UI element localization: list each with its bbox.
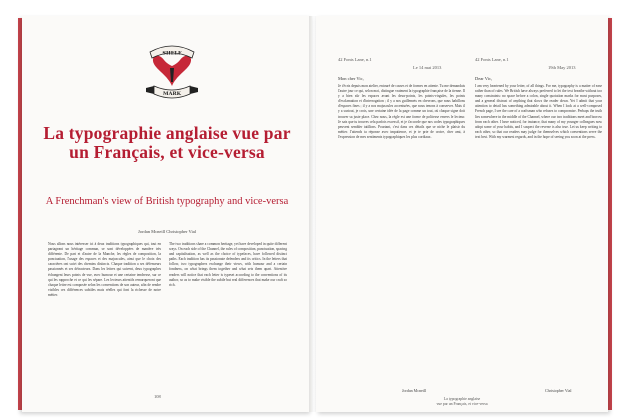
running-caption [316,397,608,407]
letter2-signature: Christopher Vial [545,388,572,393]
intro-text-english: The two traditions share a common heritage, yet have developed in quite different ways. On each side of the Channel, the rules of composition, punctuation, spacing and capitalisation, as well as the choice of typefaces, have followed distinct paths. Each tradition has its passionate defenders and its critics. In the letters that follow, two typographers exchange their views, with humour and a certain fondness, on what brings them together and what sets them apart. Attentive readers will notice that each letter is typeset according to the conventions of its author, so as to make visible the subtle but real differences that make our craft so rich. [169,242,287,287]
letter2-salutation: Dear Vic, [475,76,493,81]
letter1-date: Le 14 mai 2013 [413,65,442,70]
magazine-spread [22,16,608,412]
right-page [316,16,608,412]
letter2-address: 42 Fonts Lane, n.1 [475,57,509,62]
letter1-body: Je t'écris depuis mon atelier, entouré de casses et de formes en attente. Tu me demandais l'autre jour ce qui, selon moi, distingue vraiment la typographie française de la tienne. Il y a bien sûr les espaces avant les deux-points, les points-virgules, les points d'exclamation et d'interrogation ; il y a nos guillemets en chevrons, que nous habillons d'espaces fines ; il y a nos majuscules accentuées, que nous tenons à conserver. Mais il y a surtout, je crois, une certaine idée de la page comme un tout, où chaque signe doit trouver sa juste place. Chez nous, la règle est une forme de politesse envers le lecteur. Je sais que tu trouves cela parfois excessif, et je t'accorde que nos codes typographiques peuvent sembler tatillons. Pourtant, c'est dans ces détails que se niche le plaisir du métier. J'attends ta réponse avec impatience, et je te prie de croire, cher ami, à l'expression de mes sentiments typographiques les plus cordiaux. [338,84,465,139]
letter1-salutation: Mon cher Vic, [338,76,364,81]
letter2-date: 19th May 2013 [548,65,576,70]
page-number-left: 108 [154,394,161,399]
letter2-body: I am very heartened by your letter, of all things. For me, typography is a matter of ease rather than of rules. We British have always preferred to let the text breathe without too many constraints: no space before a colon, single quotation marks for most purposes, and a general distrust of anything that slows the reader down. Yet I admit that your attention to detail has something admirable about it. When I look at a well-composed French page, I see the care of a craftsman who refuses to compromise. Perhaps the truth lies somewhere in the middle of the Channel, where our two traditions meet and borrow from each other. I have noticed, for instance, that many of my younger colleagues now adopt some of your habits, and I suspect the reverse is also true. Let us keep writing to each other, so that our readers may judge for themselves which conventions serve the text best. With my warmest regards, and in the hope of seeing you soon at the press. [475,84,602,139]
intro-text-french: Nous allons nous intéresser ici à deux traditions typographiques qui, tout en partageant un héritage commun, se sont développées de manière très différente. De part et d'autre de la Manche, les règles de composition, la ponctuation, l'usage des espaces et des majuscules, ainsi que le choix des caractères ont suivi des chemins distincts. Chaque tradition a ses défenseurs passionnés et ses détracteurs. Dans les lettres qui suivent, deux typographes échangent leurs points de vue, avec humour et une certaine tendresse, sur ce qui les rapproche et ce qui les sépare. Les lecteurs attentifs remarqueront que chaque lettre est composée selon les conventions de son auteur, afin de rendre visibles ces différences subtiles mais réelles qui font la richesse de notre métier. [48,242,161,297]
shelfmark-emblem-icon [142,42,202,104]
article-subtitle: A Frenchman's view of British typography and vice-versa [45,196,289,207]
emblem-top-text: SHELF [162,50,182,57]
left-page [22,16,312,412]
caption-line-1: La typographie anglaise [443,397,481,401]
letter1-signature: Jordan Mcneill [402,388,427,393]
emblem-bottom-text: MARK [163,91,181,97]
caption-line-2: vue par un Français, et vice-versa [436,402,488,406]
letter1-address: 42 Fonts Lane, n.1 [338,57,372,62]
article-title: La typographie anglaise vue par un Français, et vice-versa [43,123,291,162]
article-byline: Jordan Mcneill Christopher Vial [137,229,196,234]
right-page-edge [608,18,612,410]
